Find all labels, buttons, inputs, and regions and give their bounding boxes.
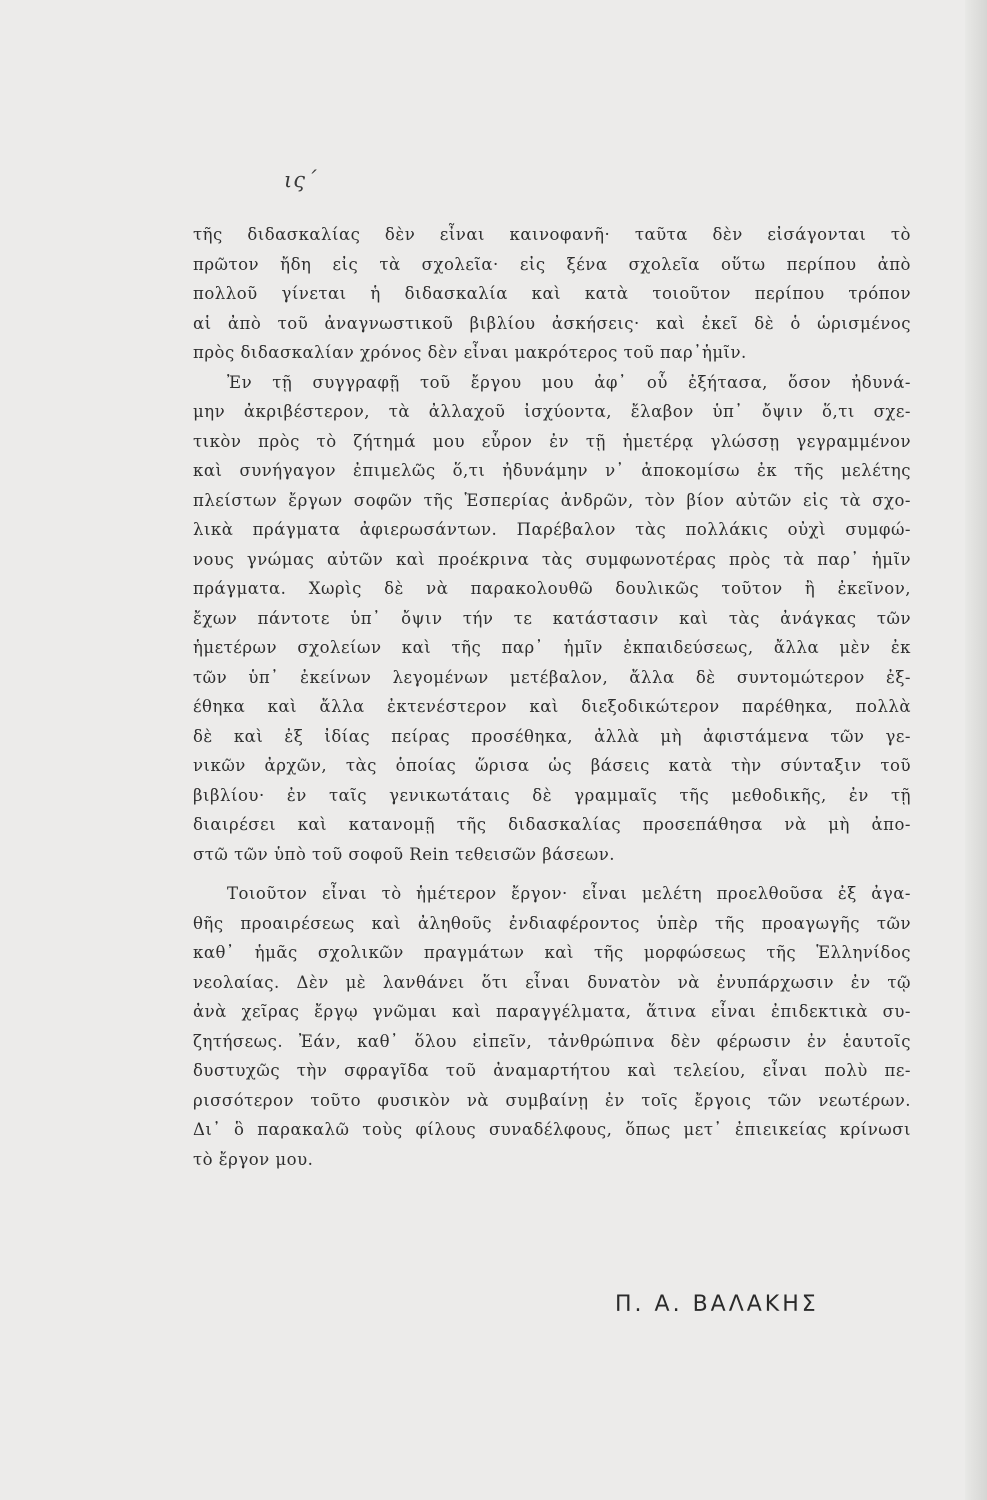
text-line: ἔχων πάντοτε ὑπ᾿ ὄψιν τήν τε κατάστασιν καὶ τὰς ἀνάγκας τῶν [193,608,911,628]
text-line: μην ἀκριβέστερον, τὰ ἀλλαχοῦ ἰσχύοντα, ἔλαβον ὑπ᾿ ὄψιν ὅ,τι σχε- [193,402,911,421]
body-text [193,220,911,1174]
text-line: νεολαίας. Δὲν μὲ λανθάνει ὅτι εἶναι δυνατὸν νὰ ἐνυπάρχωσιν ἐν τῷ [193,972,911,992]
text-line: καὶ συνήγαγον ἐπιμελῶς ὅ,τι ἠδυνάμην ν᾿ ἀποκομίσω ἐκ τῆς μελέτης [193,461,911,480]
text-line: ἀνὰ χεῖρας ἔργῳ γνῶμαι καὶ παραγγέλματα, ἅτινα εἶναι ἐπιδεκτικὰ συ- [193,1002,911,1021]
text-line: πράγματα. Χωρὶς δὲ νὰ παρακολουθῶ δουλικῶς τοῦτον ἢ ἐκεῖνον, [193,579,911,598]
text-line: νικῶν ἀρχῶν, τὰς ὁποίας ὥρισα ὡς βάσεις κατὰ τὴν σύνταξιν τοῦ [193,756,911,775]
text-line: στῶ τῶν ὑπὸ τοῦ σοφοῦ Rein τεθεισῶν βάσεων. [193,844,615,864]
text-line: δυστυχῶς τὴν σφραγῖδα τοῦ ἀναμαρτήτου καὶ τελείου, εἶναι πολὺ πε- [193,1061,911,1080]
text-line: ζητήσεως. Ἐάν, καθ᾿ ὅλου εἰπεῖν, τἀνθρώπινα δὲν φέρωσιν ἐν ἑαυτοῖς [193,1031,911,1051]
author-signature: Π. Α. ΒΑΛΑΚΗΣ [615,1292,819,1317]
text-line: έθηκα καὶ ἄλλα ἐκτενέστερον καὶ διεξοδικώτερον παρέθηκα, πολλὰ [193,697,911,716]
text-line: τῆς διδασκαλίας δὲν εἶναι καινοφανῆ· ταῦτα δὲν εἰσάγονται τὸ [193,225,911,244]
text-line: τὸ ἔργον μου. [193,1149,314,1169]
text-line: λικὰ πράγματα ἀφιερωσάντων. Παρέβαλον τὰς πολλάκις οὐχὶ συμφώ- [193,520,911,539]
text-line: Τοιοῦτον εἶναι τὸ ἡμέτερον ἔργον· εἶναι μελέτη προελθοῦσα ἐξ ἀγα- [227,884,911,903]
text-line: τικὸν πρὸς τὸ ζήτημά μου εὗρον ἐν τῇ ἡμετέρᾳ γλώσσῃ γεγραμμένον [193,431,911,451]
paragraph-gap [193,869,911,879]
text-line: βιβλίου· ἐν ταῖς γενικωτάταις δὲ γραμμαῖς τῆς μεθοδικῆς, ἐν τῇ [193,785,911,805]
page-edge-shadow [965,0,987,1500]
text-line: πρὸς διδασκαλίαν χρόνος δὲν εἶναι μακρότερος τοῦ παρ᾿ἡμῖν. [193,343,747,362]
text-line: Δι᾿ ὃ παρακαλῶ τοὺς φίλους συναδέλφους, ὅπως μετ᾿ ἐπιεικείας κρίνωσι [193,1120,911,1139]
text-line: νους γνώμας αὐτῶν καὶ προέκρινα τὰς συμφωνοτέρας πρὸς τὰ παρ᾿ ἡμῖν [193,549,911,569]
text-line: καθ᾿ ἡμᾶς σχολικῶν πραγμάτων καὶ τῆς μορφώσεως τῆς Ἑλληνίδος [193,943,911,962]
text-line: δὲ καὶ ἐξ ἰδίας πείρας προσέθηκα, ἀλλὰ μὴ ἀφιστάμενα τῶν γε- [193,726,911,746]
text-line: διαιρέσει καὶ κατανομῇ τῆς διδασκαλίας προσεπάθησα νὰ μὴ ἀπο- [193,815,911,834]
text-line: Ἐν τῇ συγγραφῇ τοῦ ἔργου μου ἀφ᾿ οὗ ἐξήτασα, ὅσον ἠδυνά- [227,372,911,392]
text-line: ἡμετέρων σχολείων καὶ τῆς παρ᾿ ἡμῖν ἐκπαιδεύσεως, ἄλλα μὲν ἐκ [193,638,911,657]
text-line: ρισσότερον τοῦτο φυσικὸν νὰ συμβαίνῃ ἐν τοῖς ἔργοις τῶν νεωτέρων. [193,1090,911,1110]
text-line: τῶν ὑπ᾿ ἐκείνων λεγομένων μετέβαλον, ἄλλα δὲ συντομώτερον ἐξ- [193,667,911,687]
text-line: πλείστων ἔργων σοφῶν τῆς Ἑσπερίας ἀνδρῶν, τὸν βίον αὐτῶν εἰς τὰ σχο- [193,490,911,510]
text-line: πρῶτον ἤδη εἰς τὰ σχολεῖα· εἰς ξένα σχολεῖα οὕτω περίπου ἀπὸ [193,254,911,274]
text-line: θῆς προαιρέσεως καὶ ἀληθοῦς ἐνδιαφέροντος ὑπὲρ τῆς προαγωγῆς τῶν [193,913,911,933]
text-line: πολλοῦ γίνεται ἡ διδασκαλία καὶ κατὰ τοιοῦτον περίπου τρόπον [193,284,911,303]
page-number: ις΄ [284,168,318,192]
text-line: αἱ ἀπὸ τοῦ ἀναγνωστικοῦ βιβλίου ἀσκήσεις· καὶ ἐκεῖ δὲ ὁ ὡρισμένος [193,313,911,333]
